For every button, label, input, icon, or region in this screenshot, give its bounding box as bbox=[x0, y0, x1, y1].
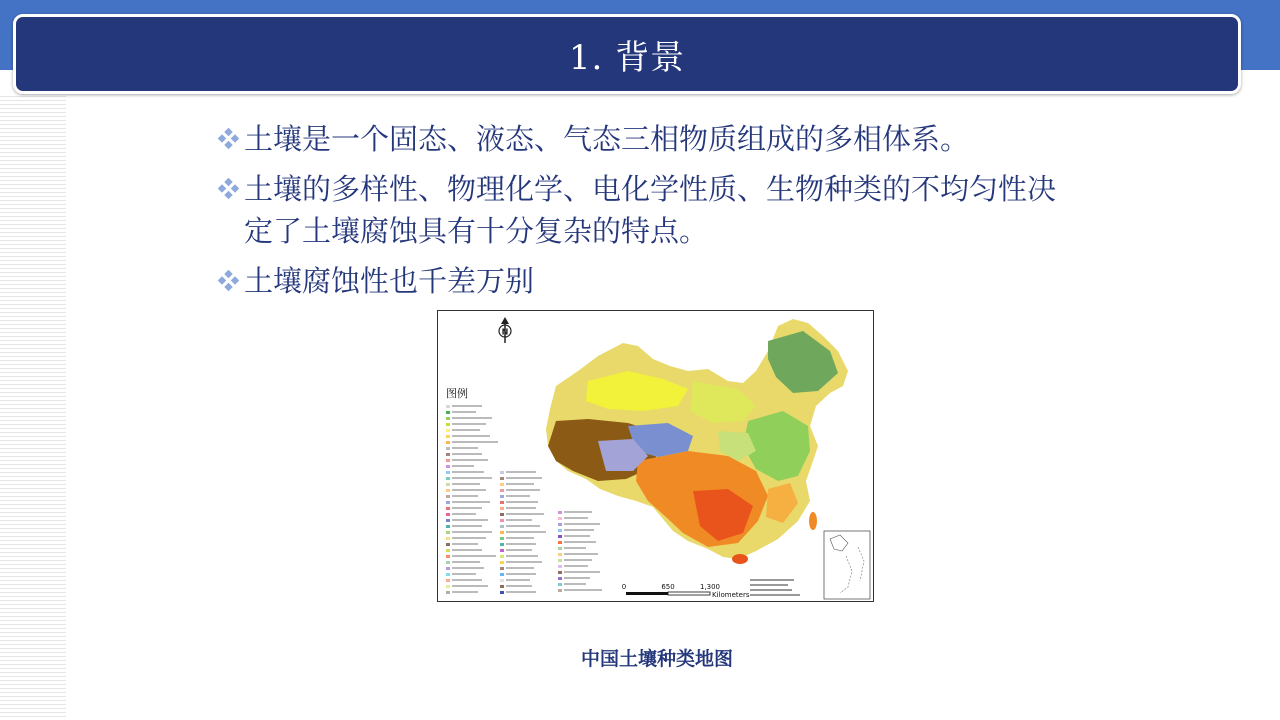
soil-map-graphic bbox=[438, 311, 873, 601]
scale-label-1300: 1,300 bbox=[699, 583, 721, 591]
north-symbol: N bbox=[501, 327, 509, 337]
left-stripe-decoration bbox=[0, 96, 66, 720]
bullet-text: 土壤腐蚀性也千差万别 bbox=[244, 264, 535, 298]
soil-map-image bbox=[437, 310, 874, 602]
bullet-item bbox=[218, 118, 1098, 160]
bullet-item bbox=[218, 260, 1098, 302]
bullet-text: 土壤的多样性、物理化学、电化学性质、生物种类的不均匀性决定了土壤腐蚀具有十分复杂的特点。 bbox=[244, 172, 1057, 248]
bullet-text: 土壤是一个固态、液态、气态三相物质组成的多相体系。 bbox=[244, 122, 970, 156]
south-china-sea-inset bbox=[824, 531, 870, 599]
bullet-item bbox=[218, 168, 1098, 252]
slide-title: 1. 背景 bbox=[568, 37, 686, 78]
figure-caption: 中国土壤种类地图 bbox=[581, 648, 734, 670]
scale-unit: Kilometers bbox=[712, 591, 750, 599]
legend-title: 图例 bbox=[446, 387, 468, 400]
scale-label-0: 0 bbox=[621, 583, 627, 591]
scale-label-650: 650 bbox=[661, 583, 675, 591]
diamond-cluster-icon bbox=[218, 260, 244, 302]
diamond-cluster-icon bbox=[218, 118, 244, 160]
bullet-list bbox=[218, 118, 1098, 310]
diamond-cluster-icon bbox=[218, 168, 244, 210]
title-bar bbox=[13, 14, 1241, 94]
